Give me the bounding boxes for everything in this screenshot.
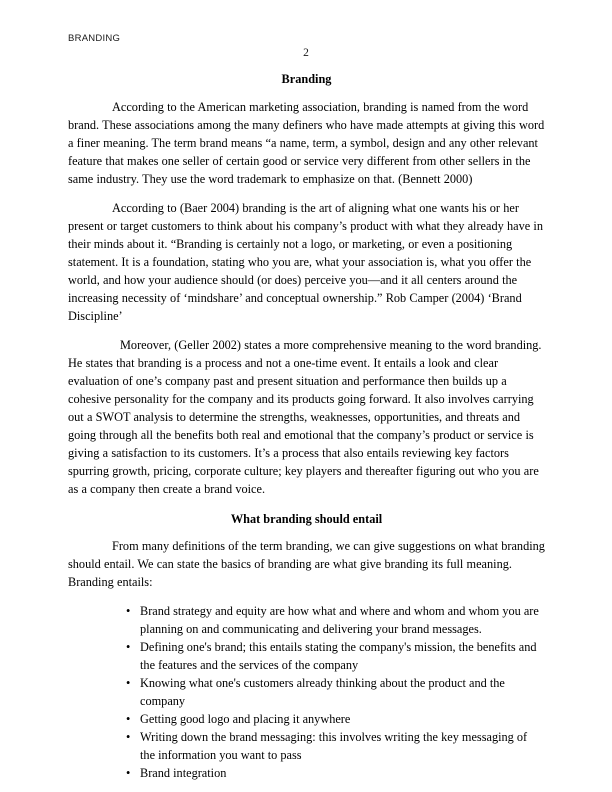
bullet-icon: • [126, 640, 131, 654]
page-title: Branding [281, 72, 332, 86]
list-item-label: Knowing what one's customers already thinking about the product and the company [140, 676, 505, 708]
section-intro-paragraph: From many definitions of the term branding, we can give suggestions on what branding should entail. We can state the basics of branding are what give branding its full meaning. Branding entails: [68, 539, 545, 589]
list-item-label: Brand strategy and equity are how what and where and whom and whom you are planning on and communicating and delivering your brand messages. [140, 604, 539, 636]
paragraph-2: According to (Baer 2004) branding is the art of aligning what one wants his or her present or target customers to think about his company’s product with what they already have in their minds about it. “Branding is certainly not a logo, or marketing, or even a positioning statement. It is a foundation, stating who you are, what your association is, what you offer the world, and how your audience should (or does) perceive you—and it all centers around the increasing necessity of ‘mindshare’ and conceptual ownership.” Rob Camper (2004) ‘Brand Discipline’ [68, 201, 543, 323]
paragraph-3: Moreover, (Geller 2002) states a more comprehensive meaning to the word branding. He states that branding is a process and not a one-time event. It entails a look and clear evaluation of one’s company past and present situation and performance then builds up a cohesive personality for the company and its products going forward. It also involves carrying out a SWOT analysis to determine the strengths, weaknesses, opportunities, and threats and going through all the benefits both real and emotional that the company’s product or service is giving a satisfaction to its customers. It’s a process that also entails reviewing key factors spurring growth, pricing, corporate culture; key players and thereafter figuring out who you are as a company then create a brand voice. [68, 338, 542, 496]
paragraph-1: According to the American marketing association, branding is named from the word brand. These associations among the many definers who have made attempts at giving this word a finer meaning. The term brand means “a name, term, a symbol, design and any other relevant feature that makes one seller of certain good or service very different from other sellers in the same industry. They use the word trademark to emphasize on that. (Bennett 2000) [68, 100, 545, 186]
list-item [68, 674, 545, 710]
branding-entails-list [68, 602, 545, 782]
list-item [68, 602, 545, 638]
page-number: 2 [303, 47, 309, 59]
list-item-label: Getting good logo and placing it anywhere [140, 712, 351, 726]
bullet-icon: • [126, 712, 131, 726]
list-item-label: Writing down the brand messaging: this involves writing the key messaging of the information you want to pass [140, 730, 528, 762]
running-header: BRANDING [68, 33, 121, 44]
bullet-icon: • [126, 766, 131, 780]
list-item-label: Brand integration [140, 766, 227, 780]
section-heading: What branding should entail [230, 512, 383, 526]
list-item [68, 764, 545, 782]
bullet-icon: • [126, 676, 131, 690]
list-item [68, 638, 545, 674]
bullet-icon: • [126, 730, 131, 744]
bullet-icon: • [126, 604, 131, 618]
list-item-label: Defining one's brand; this entails stating the company's mission, the benefits and the features and the services of the company [140, 640, 537, 672]
list-item [68, 728, 545, 764]
list-item [68, 710, 545, 728]
document-body [68, 70, 545, 782]
